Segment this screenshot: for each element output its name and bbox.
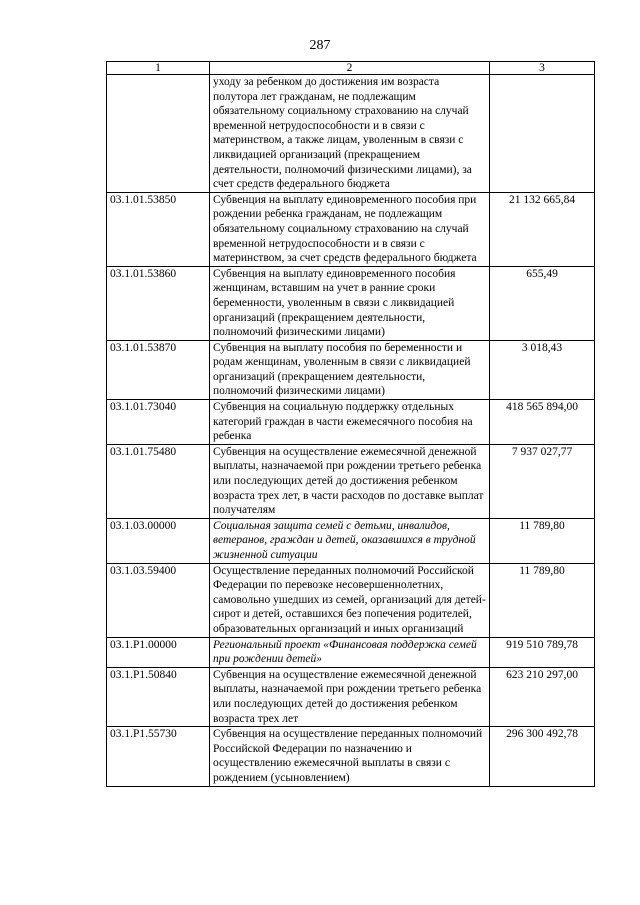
column-header-1: 1 [107, 62, 210, 75]
table-row [107, 266, 595, 340]
table-row [107, 667, 595, 726]
row-description: Субвенция на выплату пособия по беременности и родам женщинам, уволенным в связи с ликвидацией организаций (прекращением деятельности, полномочий физическими лицами) [210, 340, 490, 399]
row-amount: 623 210 297,00 [490, 667, 595, 726]
row-amount: 11 789,80 [490, 518, 595, 563]
table-row [107, 727, 595, 786]
table-row [107, 75, 595, 193]
row-code: 03.1.01.53870 [107, 340, 210, 399]
row-code: 03.1.P1.00000 [107, 637, 210, 667]
row-description: Социальная защита семей с детьми, инвалидов, ветеранов, граждан и детей, оказавшихся в трудной жизненной ситуации [210, 518, 490, 563]
row-amount: 7 937 027,77 [490, 444, 595, 518]
row-amount: 21 132 665,84 [490, 192, 595, 266]
row-amount: 919 510 789,78 [490, 637, 595, 667]
row-code: 03.1.03.00000 [107, 518, 210, 563]
row-description: Субвенция на осуществление ежемесячной денежной выплаты, назначаемой при рождении третьего ребенка или последующих детей до достижения ребенком возраста трех лет, в части расходов по доставке выплат получателям [210, 444, 490, 518]
row-code: 03.1.01.73040 [107, 400, 210, 445]
row-code: 03.1.P1.55730 [107, 727, 210, 786]
row-description: Субвенция на выплату единовременного пособия при рождении ребенка гражданам, не подлежащим обязательному социальному страхованию на случай временной нетрудоспособности и в связи с материнством, за счет средств федерального бюджета [210, 192, 490, 266]
table-header-row [107, 62, 595, 75]
row-description: Субвенция на социальную поддержку отдельных категорий граждан в части ежемесячного пособия на ребенка [210, 400, 490, 445]
row-code [107, 75, 210, 193]
row-amount [490, 75, 595, 193]
table-row-section [107, 637, 595, 667]
row-amount: 418 565 894,00 [490, 400, 595, 445]
table-row [107, 400, 595, 445]
table-row [107, 340, 595, 399]
row-code: 03.1.01.75480 [107, 444, 210, 518]
row-code: 03.1.01.53850 [107, 192, 210, 266]
row-description: Субвенция на осуществление ежемесячной денежной выплаты, назначаемой при рождении третьего ребенка или последующих детей до достижения ребенком возраста трех лет [210, 667, 490, 726]
row-code: 03.1.P1.50840 [107, 667, 210, 726]
table-row [107, 563, 595, 637]
row-amount: 296 300 492,78 [490, 727, 595, 786]
table-row-section [107, 518, 595, 563]
row-amount: 11 789,80 [490, 563, 595, 637]
table-row [107, 444, 595, 518]
row-amount: 3 018,43 [490, 340, 595, 399]
page-number: 287 [309, 38, 331, 53]
column-header-2: 2 [210, 62, 490, 75]
budget-table [106, 61, 595, 787]
row-code: 03.1.01.53860 [107, 266, 210, 340]
row-code: 03.1.03.59400 [107, 563, 210, 637]
row-description: уходу за ребенком до достижения им возраста полутора лет гражданам, не подлежащим обязательному социальному страхованию на случай временной нетрудоспособности и в связи с материнством, а также лицам, уволенным в связи с ликвидацией организаций (прекращением деятельности, полномочий физическими лицами), за счет средств федерального бюджета [210, 75, 490, 193]
row-description: Субвенция на выплату единовременного пособия женщинам, вставшим на учет в ранние сроки беременности, уволенным в связи с ликвидацией организаций (прекращением деятельности, полномочий физическими лицами) [210, 266, 490, 340]
row-description: Региональный проект «Финансовая поддержка семей при рождении детей» [210, 637, 490, 667]
row-description: Субвенция на осуществление переданных полномочий Российской Федерации по назначению и осуществлению ежемесячной выплаты в связи с рождением (усыновлением) [210, 727, 490, 786]
table-row [107, 192, 595, 266]
row-amount: 655,49 [490, 266, 595, 340]
row-description: Осуществление переданных полномочий Российской Федерации по перевозке несовершеннолетних, самовольно ушедших из семей, организаций для детей-сирот и детей, оставшихся без попечения родителей, образовательных организаций и иных организаций [210, 563, 490, 637]
column-header-3: 3 [490, 62, 595, 75]
